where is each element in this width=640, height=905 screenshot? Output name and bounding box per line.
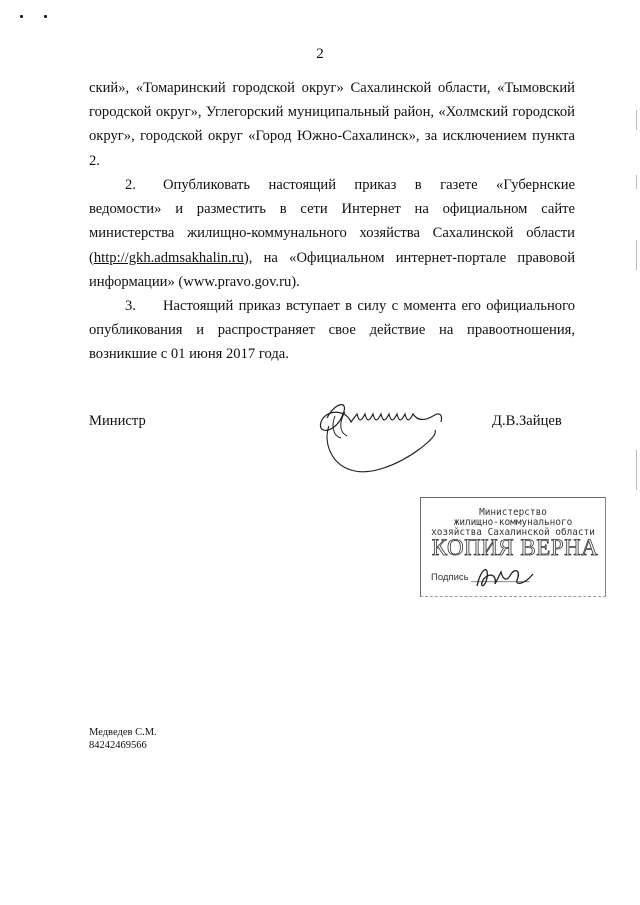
- item-3-number: 3.: [125, 298, 136, 314]
- executor-info: [89, 726, 157, 752]
- scan-speck: [20, 15, 23, 18]
- copy-certified-stamp: [420, 497, 606, 597]
- paragraph-continuation: [89, 76, 575, 173]
- executor-name: Медведев С.М.: [89, 727, 157, 738]
- item-2-text-after: ), на «Официальном интернет-портале правовой информации» (www.pravo.gov.ru).: [89, 249, 575, 290]
- handwritten-signature: [305, 392, 455, 484]
- item-3-paragraph: [89, 294, 575, 367]
- scan-edge-mark: [636, 110, 637, 130]
- ministry-website-link[interactable]: http://gkh.admsakhalin.ru: [93, 249, 244, 266]
- item-2-paragraph: [89, 173, 575, 294]
- item-2-number: 2.: [125, 177, 136, 193]
- stamp-line-ministry: Министерство: [479, 507, 547, 518]
- page-number: 2: [316, 46, 324, 62]
- scan-edge-mark: [636, 450, 637, 490]
- stamp-line-region: хозяйства Сахалинской области: [431, 527, 595, 538]
- scan-speck: [44, 15, 47, 18]
- executor-phone: 84242469566: [89, 740, 147, 751]
- item-3-text: Настоящий приказ вступает в силу с момента его официального опубликования и распространяет свое действие на правоотношения, возникшие с 01 июня 2017 года.: [89, 298, 575, 363]
- item-2-text-before: Опубликовать настоящий приказ в газете «Губернские ведомости» и разместить в сети Интернет на официальном сайте министерства жилищно-коммунального хозяйства Сахалинской области (: [89, 177, 575, 266]
- stamp-copy-true-text: КОПИЯ ВЕРНА: [431, 535, 599, 560]
- stamp-line-housing: жилищно-коммунального: [453, 517, 573, 528]
- paragraph-continuation-text: ский», «Томаринский городской округ» Сахалинской области, «Тымовский городской округ», Углегорский муниципальный район, «Холмский городской округ», городской округ «Город Южно-Сахалинск», за исключением пункта 2.: [89, 80, 575, 169]
- signatory-role: Министр: [89, 413, 146, 429]
- scan-edge-mark: [636, 240, 637, 270]
- scan-edge-mark: [636, 175, 637, 189]
- signatory-name: Д.В.Зайцев: [492, 413, 562, 429]
- stamp-signature-label: Подпись ___________: [431, 572, 530, 583]
- stamp-handwritten-signature: [471, 558, 541, 594]
